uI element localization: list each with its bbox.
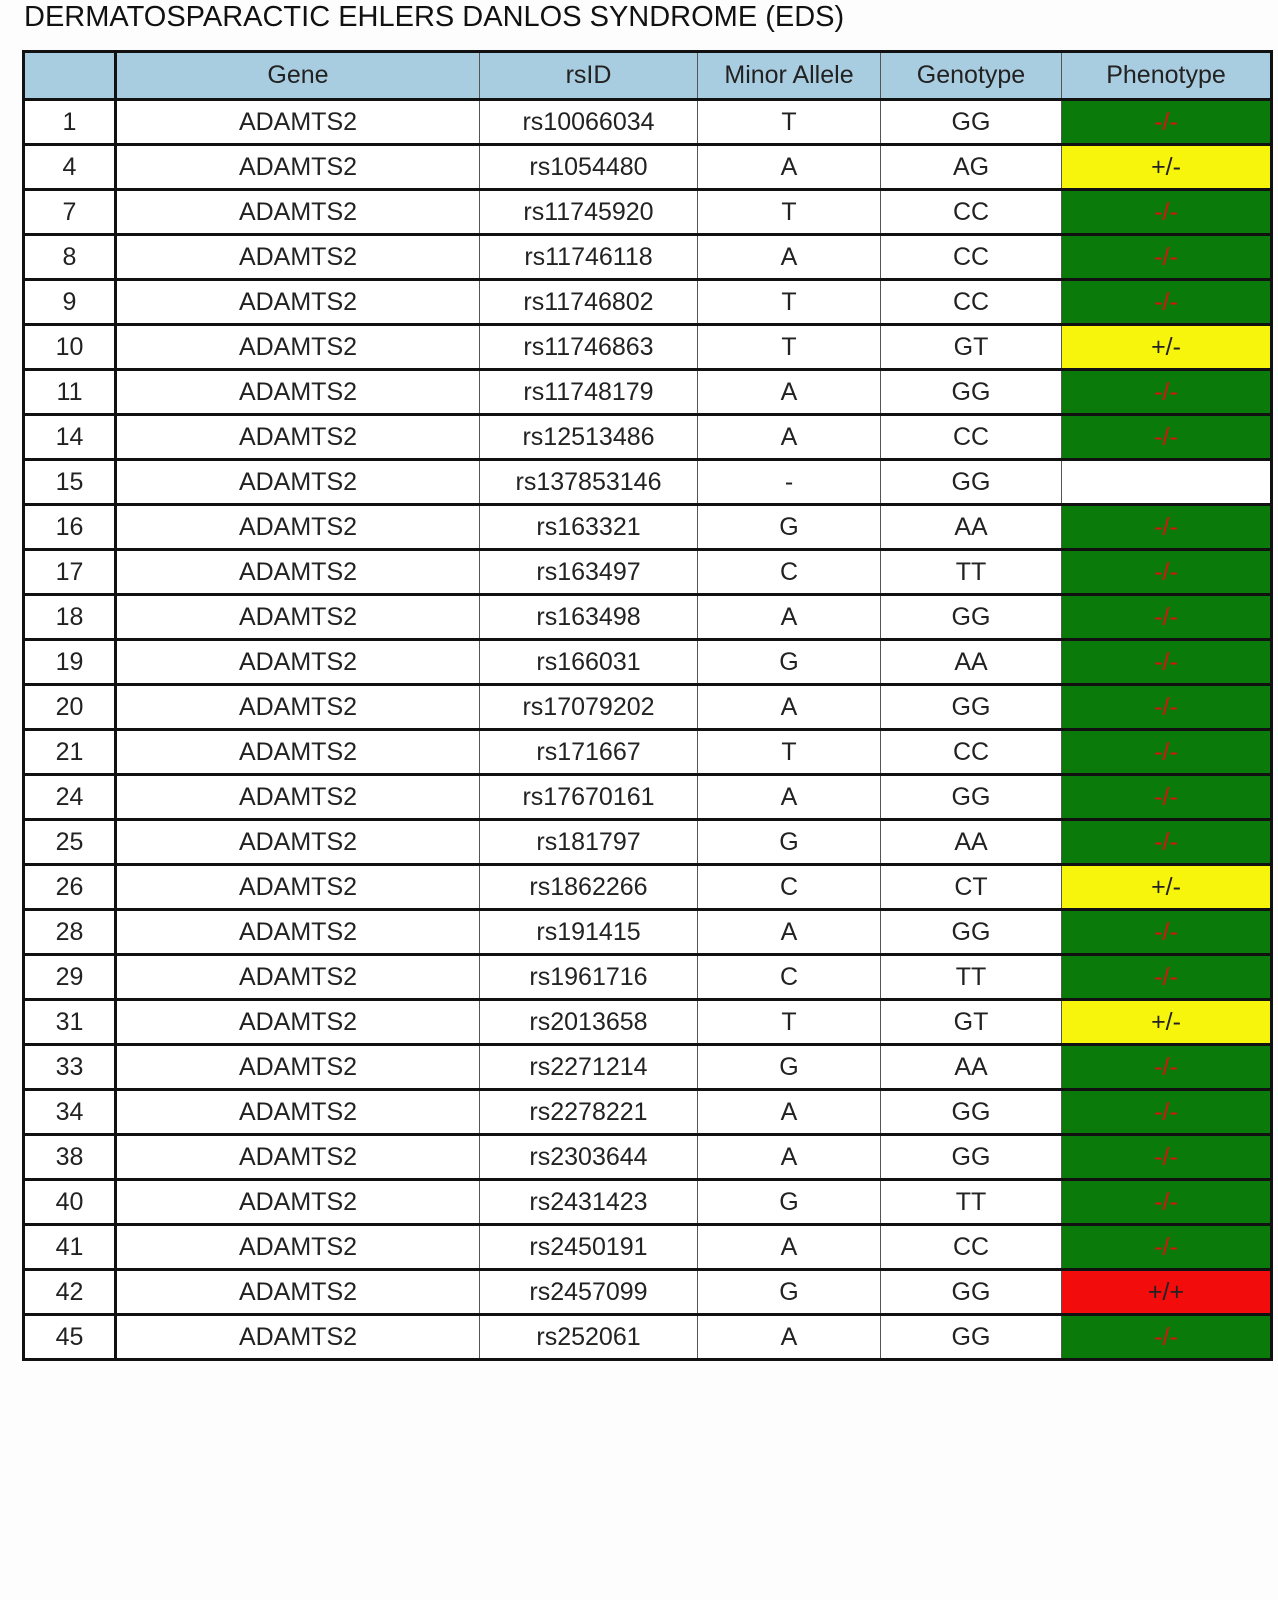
phenotype-cell: -/-: [1062, 1180, 1272, 1225]
row-number-cell: 26: [24, 865, 116, 910]
genotype-cell: GG: [881, 370, 1062, 415]
rsid-cell: rs191415: [480, 910, 698, 955]
gene-cell: ADAMTS2: [116, 460, 480, 505]
phenotype-cell: -/-: [1062, 820, 1272, 865]
table-row: [24, 1090, 1272, 1135]
gene-cell: ADAMTS2: [116, 910, 480, 955]
minor-allele-cell: T: [698, 280, 881, 325]
phenotype-cell: -/-: [1062, 685, 1272, 730]
page-title: DERMATOSPARACTIC EHLERS DANLOS SYNDROME (EDS): [24, 1, 845, 33]
gene-cell: ADAMTS2: [116, 1000, 480, 1045]
table-row: [24, 325, 1272, 370]
phenotype-cell: -/-: [1062, 1090, 1272, 1135]
minor-allele-cell: G: [698, 1270, 881, 1315]
phenotype-cell: -/-: [1062, 550, 1272, 595]
gene-cell: ADAMTS2: [116, 280, 480, 325]
phenotype-cell: -/-: [1062, 1135, 1272, 1180]
minor-allele-cell: G: [698, 640, 881, 685]
table-row: [24, 1135, 1272, 1180]
phenotype-cell: -/-: [1062, 640, 1272, 685]
rsid-cell: rs11746802: [480, 280, 698, 325]
rsid-cell: rs12513486: [480, 415, 698, 460]
phenotype-cell: -/-: [1062, 100, 1272, 145]
genotype-cell: GT: [881, 325, 1062, 370]
genotype-cell: GG: [881, 460, 1062, 505]
genotype-cell: CC: [881, 1225, 1062, 1270]
minor-allele-cell: A: [698, 370, 881, 415]
minor-allele-cell: A: [698, 235, 881, 280]
row-number-cell: 31: [24, 1000, 116, 1045]
phenotype-cell: -/-: [1062, 190, 1272, 235]
gene-cell: ADAMTS2: [116, 100, 480, 145]
minor-allele-cell: A: [698, 415, 881, 460]
row-number-cell: 24: [24, 775, 116, 820]
gene-cell: ADAMTS2: [116, 775, 480, 820]
rsid-cell: rs17670161: [480, 775, 698, 820]
minor-allele-cell: T: [698, 730, 881, 775]
table-row: [24, 820, 1272, 865]
gene-cell: ADAMTS2: [116, 1180, 480, 1225]
rsid-cell: rs2303644: [480, 1135, 698, 1180]
phenotype-cell: -/-: [1062, 955, 1272, 1000]
row-number-cell: 8: [24, 235, 116, 280]
gene-cell: ADAMTS2: [116, 1225, 480, 1270]
genotype-cell: GT: [881, 1000, 1062, 1045]
rsid-cell: rs163497: [480, 550, 698, 595]
genotype-cell: TT: [881, 1180, 1062, 1225]
gene-cell: ADAMTS2: [116, 1135, 480, 1180]
gene-cell: ADAMTS2: [116, 955, 480, 1000]
table-row: [24, 100, 1272, 145]
phenotype-cell: [1062, 460, 1272, 505]
minor-allele-cell: T: [698, 1000, 881, 1045]
rsid-cell: rs181797: [480, 820, 698, 865]
rsid-cell: rs2457099: [480, 1270, 698, 1315]
column-header-genotype: Genotype: [881, 52, 1062, 100]
row-number-cell: 20: [24, 685, 116, 730]
column-header-number: [24, 52, 116, 100]
genotype-cell: AG: [881, 145, 1062, 190]
phenotype-cell: -/-: [1062, 415, 1272, 460]
row-number-cell: 17: [24, 550, 116, 595]
snp-table: [22, 50, 1273, 1361]
genotype-cell: AA: [881, 820, 1062, 865]
row-number-cell: 9: [24, 280, 116, 325]
gene-cell: ADAMTS2: [116, 190, 480, 235]
gene-cell: ADAMTS2: [116, 235, 480, 280]
row-number-cell: 18: [24, 595, 116, 640]
genotype-cell: CC: [881, 190, 1062, 235]
phenotype-cell: -/-: [1062, 1315, 1272, 1360]
row-number-cell: 14: [24, 415, 116, 460]
phenotype-cell: +/-: [1062, 145, 1272, 190]
phenotype-cell: -/-: [1062, 370, 1272, 415]
phenotype-cell: -/-: [1062, 1045, 1272, 1090]
genotype-cell: AA: [881, 640, 1062, 685]
genotype-cell: GG: [881, 595, 1062, 640]
rsid-cell: rs1961716: [480, 955, 698, 1000]
rsid-cell: rs11746863: [480, 325, 698, 370]
table-row: [24, 235, 1272, 280]
row-number-cell: 10: [24, 325, 116, 370]
row-number-cell: 25: [24, 820, 116, 865]
table-row: [24, 460, 1272, 505]
rsid-cell: rs1054480: [480, 145, 698, 190]
gene-cell: ADAMTS2: [116, 865, 480, 910]
genotype-cell: TT: [881, 955, 1062, 1000]
column-header-rsid: rsID: [480, 52, 698, 100]
rsid-cell: rs2271214: [480, 1045, 698, 1090]
minor-allele-cell: A: [698, 595, 881, 640]
gene-cell: ADAMTS2: [116, 1270, 480, 1315]
gene-cell: ADAMTS2: [116, 685, 480, 730]
rsid-cell: rs17079202: [480, 685, 698, 730]
phenotype-cell: -/-: [1062, 910, 1272, 955]
table-row: [24, 640, 1272, 685]
table-row: [24, 775, 1272, 820]
rsid-cell: rs11745920: [480, 190, 698, 235]
minor-allele-cell: T: [698, 190, 881, 235]
rsid-cell: rs10066034: [480, 100, 698, 145]
rsid-cell: rs2450191: [480, 1225, 698, 1270]
rsid-cell: rs11748179: [480, 370, 698, 415]
table-row: [24, 1270, 1272, 1315]
row-number-cell: 29: [24, 955, 116, 1000]
gene-cell: ADAMTS2: [116, 730, 480, 775]
genotype-cell: AA: [881, 1045, 1062, 1090]
genotype-cell: GG: [881, 1135, 1062, 1180]
table-row: [24, 415, 1272, 460]
table-row: [24, 145, 1272, 190]
genotype-cell: CC: [881, 235, 1062, 280]
genotype-cell: CT: [881, 865, 1062, 910]
minor-allele-cell: A: [698, 1135, 881, 1180]
minor-allele-cell: A: [698, 145, 881, 190]
minor-allele-cell: T: [698, 100, 881, 145]
row-number-cell: 33: [24, 1045, 116, 1090]
minor-allele-cell: C: [698, 865, 881, 910]
gene-cell: ADAMTS2: [116, 1315, 480, 1360]
rsid-cell: rs163321: [480, 505, 698, 550]
table-header-row: [24, 52, 1272, 100]
gene-cell: ADAMTS2: [116, 1045, 480, 1090]
genotype-cell: CC: [881, 415, 1062, 460]
gene-cell: ADAMTS2: [116, 550, 480, 595]
column-header-gene: Gene: [116, 52, 480, 100]
genotype-cell: GG: [881, 100, 1062, 145]
gene-cell: ADAMTS2: [116, 370, 480, 415]
rsid-cell: rs137853146: [480, 460, 698, 505]
gene-cell: ADAMTS2: [116, 415, 480, 460]
minor-allele-cell: A: [698, 685, 881, 730]
phenotype-cell: -/-: [1062, 505, 1272, 550]
column-header-minor-allele: Minor Allele: [698, 52, 881, 100]
gene-cell: ADAMTS2: [116, 505, 480, 550]
gene-cell: ADAMTS2: [116, 145, 480, 190]
rsid-cell: rs166031: [480, 640, 698, 685]
genotype-cell: AA: [881, 505, 1062, 550]
genotype-cell: GG: [881, 1315, 1062, 1360]
rsid-cell: rs171667: [480, 730, 698, 775]
column-header-phenotype: Phenotype: [1062, 52, 1272, 100]
minor-allele-cell: A: [698, 1315, 881, 1360]
row-number-cell: 11: [24, 370, 116, 415]
table-row: [24, 865, 1272, 910]
row-number-cell: 19: [24, 640, 116, 685]
row-number-cell: 41: [24, 1225, 116, 1270]
genotype-cell: CC: [881, 730, 1062, 775]
minor-allele-cell: G: [698, 820, 881, 865]
rsid-cell: rs2431423: [480, 1180, 698, 1225]
row-number-cell: 16: [24, 505, 116, 550]
table-row: [24, 1315, 1272, 1360]
minor-allele-cell: A: [698, 910, 881, 955]
phenotype-cell: -/-: [1062, 235, 1272, 280]
table-row: [24, 190, 1272, 235]
table-row: [24, 1000, 1272, 1045]
phenotype-cell: -/-: [1062, 730, 1272, 775]
phenotype-cell: -/-: [1062, 595, 1272, 640]
table-row: [24, 595, 1272, 640]
genotype-cell: GG: [881, 1270, 1062, 1315]
row-number-cell: 42: [24, 1270, 116, 1315]
row-number-cell: 40: [24, 1180, 116, 1225]
minor-allele-cell: A: [698, 1225, 881, 1270]
table-row: [24, 505, 1272, 550]
table-row: [24, 1045, 1272, 1090]
minor-allele-cell: G: [698, 1045, 881, 1090]
rsid-cell: rs11746118: [480, 235, 698, 280]
rsid-cell: rs2278221: [480, 1090, 698, 1135]
genotype-cell: GG: [881, 910, 1062, 955]
minor-allele-cell: C: [698, 550, 881, 595]
row-number-cell: 7: [24, 190, 116, 235]
row-number-cell: 45: [24, 1315, 116, 1360]
genotype-cell: CC: [881, 280, 1062, 325]
rsid-cell: rs163498: [480, 595, 698, 640]
phenotype-cell: +/-: [1062, 865, 1272, 910]
gene-cell: ADAMTS2: [116, 820, 480, 865]
phenotype-cell: -/-: [1062, 775, 1272, 820]
row-number-cell: 15: [24, 460, 116, 505]
minor-allele-cell: -: [698, 460, 881, 505]
minor-allele-cell: T: [698, 325, 881, 370]
phenotype-cell: +/-: [1062, 1000, 1272, 1045]
table-row: [24, 685, 1272, 730]
table-row: [24, 550, 1272, 595]
gene-cell: ADAMTS2: [116, 1090, 480, 1135]
genotype-cell: GG: [881, 1090, 1062, 1135]
rsid-cell: rs2013658: [480, 1000, 698, 1045]
phenotype-cell: +/-: [1062, 325, 1272, 370]
minor-allele-cell: C: [698, 955, 881, 1000]
genotype-cell: GG: [881, 775, 1062, 820]
table-row: [24, 370, 1272, 415]
table-body: [24, 100, 1272, 1360]
rsid-cell: rs1862266: [480, 865, 698, 910]
row-number-cell: 1: [24, 100, 116, 145]
minor-allele-cell: A: [698, 1090, 881, 1135]
row-number-cell: 4: [24, 145, 116, 190]
table-row: [24, 955, 1272, 1000]
rsid-cell: rs252061: [480, 1315, 698, 1360]
table-row: [24, 730, 1272, 775]
table-row: [24, 280, 1272, 325]
genotype-cell: GG: [881, 685, 1062, 730]
gene-cell: ADAMTS2: [116, 595, 480, 640]
gene-cell: ADAMTS2: [116, 325, 480, 370]
table-row: [24, 1180, 1272, 1225]
minor-allele-cell: G: [698, 505, 881, 550]
phenotype-cell: +/+: [1062, 1270, 1272, 1315]
row-number-cell: 38: [24, 1135, 116, 1180]
genotype-cell: TT: [881, 550, 1062, 595]
phenotype-cell: -/-: [1062, 1225, 1272, 1270]
gene-cell: ADAMTS2: [116, 640, 480, 685]
table-row: [24, 910, 1272, 955]
minor-allele-cell: A: [698, 775, 881, 820]
row-number-cell: 21: [24, 730, 116, 775]
phenotype-cell: -/-: [1062, 280, 1272, 325]
table-row: [24, 1225, 1272, 1270]
row-number-cell: 28: [24, 910, 116, 955]
minor-allele-cell: G: [698, 1180, 881, 1225]
row-number-cell: 34: [24, 1090, 116, 1135]
